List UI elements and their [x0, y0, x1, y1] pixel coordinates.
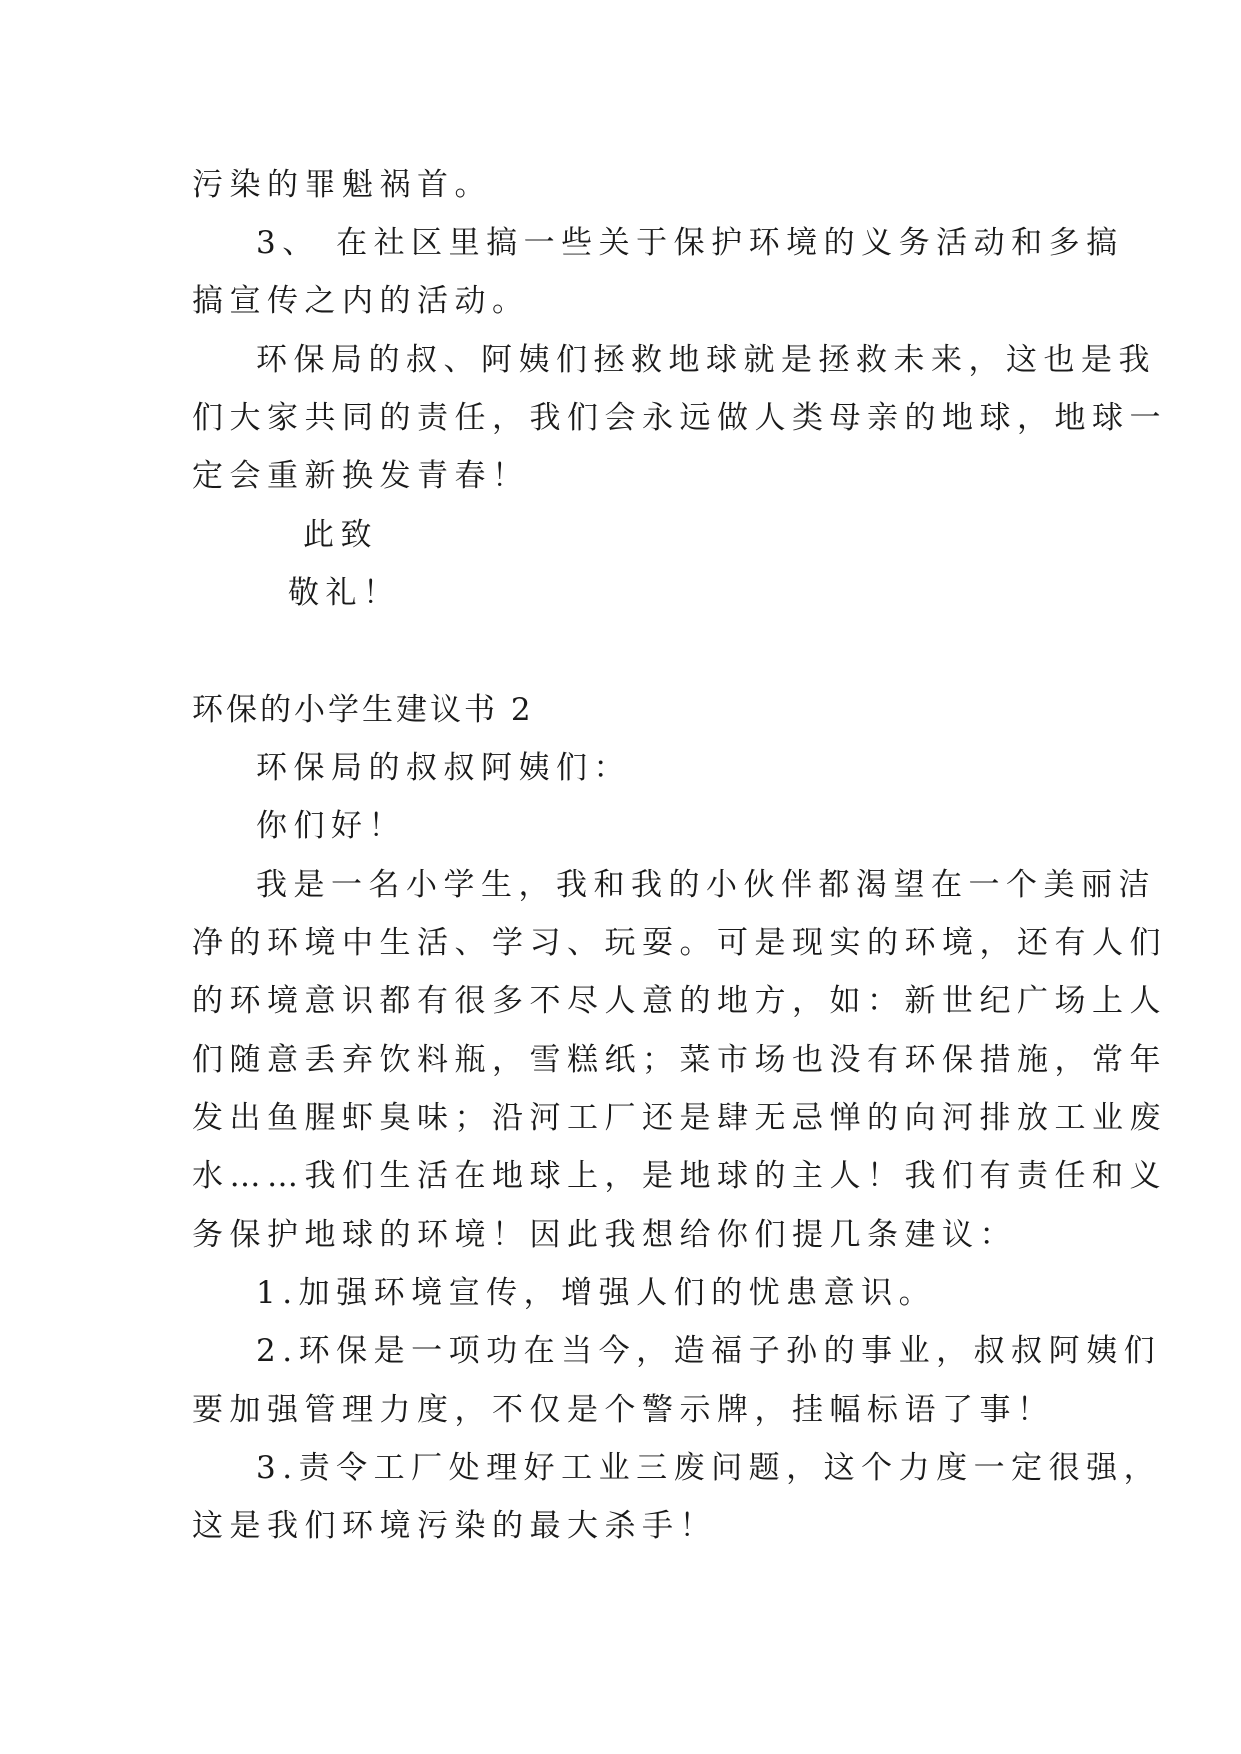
text-line: 发出鱼腥虾臭味；沿河工厂还是肆无忌惮的向河排放工业废 [192, 1100, 1167, 1136]
text-line: 环保局的叔、阿姨们拯救地球就是拯救未来，这也是我 [256, 342, 1156, 378]
text-line: 要加强管理力度，不仅是个警示牌，挂幅标语了事！ [192, 1392, 1055, 1428]
text-line: 净的环境中生活、学习、玩耍。可是现实的环境，还有人们 [192, 925, 1167, 961]
text-line: 们随意丢弃饮料瓶，雪糕纸；菜市场也没有环保措施，常年 [192, 1042, 1167, 1078]
text-line: 们大家共同的责任，我们会永远做人类母亲的地球，地球一 [192, 400, 1167, 436]
text-line: 搞宣传之内的活动。 [192, 283, 530, 319]
closing-regards: 敬礼！ [288, 575, 401, 611]
text-line: 定会重新换发青春！ [192, 458, 530, 494]
text-line: 污染的罪魁祸首。 [192, 167, 492, 203]
list-item: 3.责令工厂处理好工业三废问题，这个力度一定很强， [256, 1450, 1162, 1486]
greeting-line: 环保局的叔叔阿姨们： [256, 750, 631, 786]
text-line: 这是我们环境污染的最大杀手！ [192, 1508, 717, 1544]
list-item: 2.环保是一项功在当今，造福子孙的事业，叔叔阿姨们 [256, 1333, 1162, 1369]
text-line: 的环境意识都有很多不尽人意的地方，如：新世纪广场上人 [192, 983, 1167, 1019]
closing-salutation: 此致 [303, 517, 378, 553]
text-line: 3、 在社区里搞一些关于保护环境的义务活动和多搞 [256, 225, 1124, 261]
list-item: 1.加强环境宣传，增强人们的忧患意识。 [256, 1275, 937, 1311]
text-line: 我是一名小学生，我和我的小伙伴都渴望在一个美丽洁 [256, 867, 1156, 903]
text-line: 务保护地球的环境！因此我想给你们提几条建议： [192, 1217, 1017, 1253]
greeting-line: 你们好！ [256, 808, 406, 844]
section-heading: 环保的小学生建议书 2 [192, 692, 534, 728]
text-line: 水……我们生活在地球上，是地球的主人！我们有责任和义 [192, 1158, 1167, 1194]
